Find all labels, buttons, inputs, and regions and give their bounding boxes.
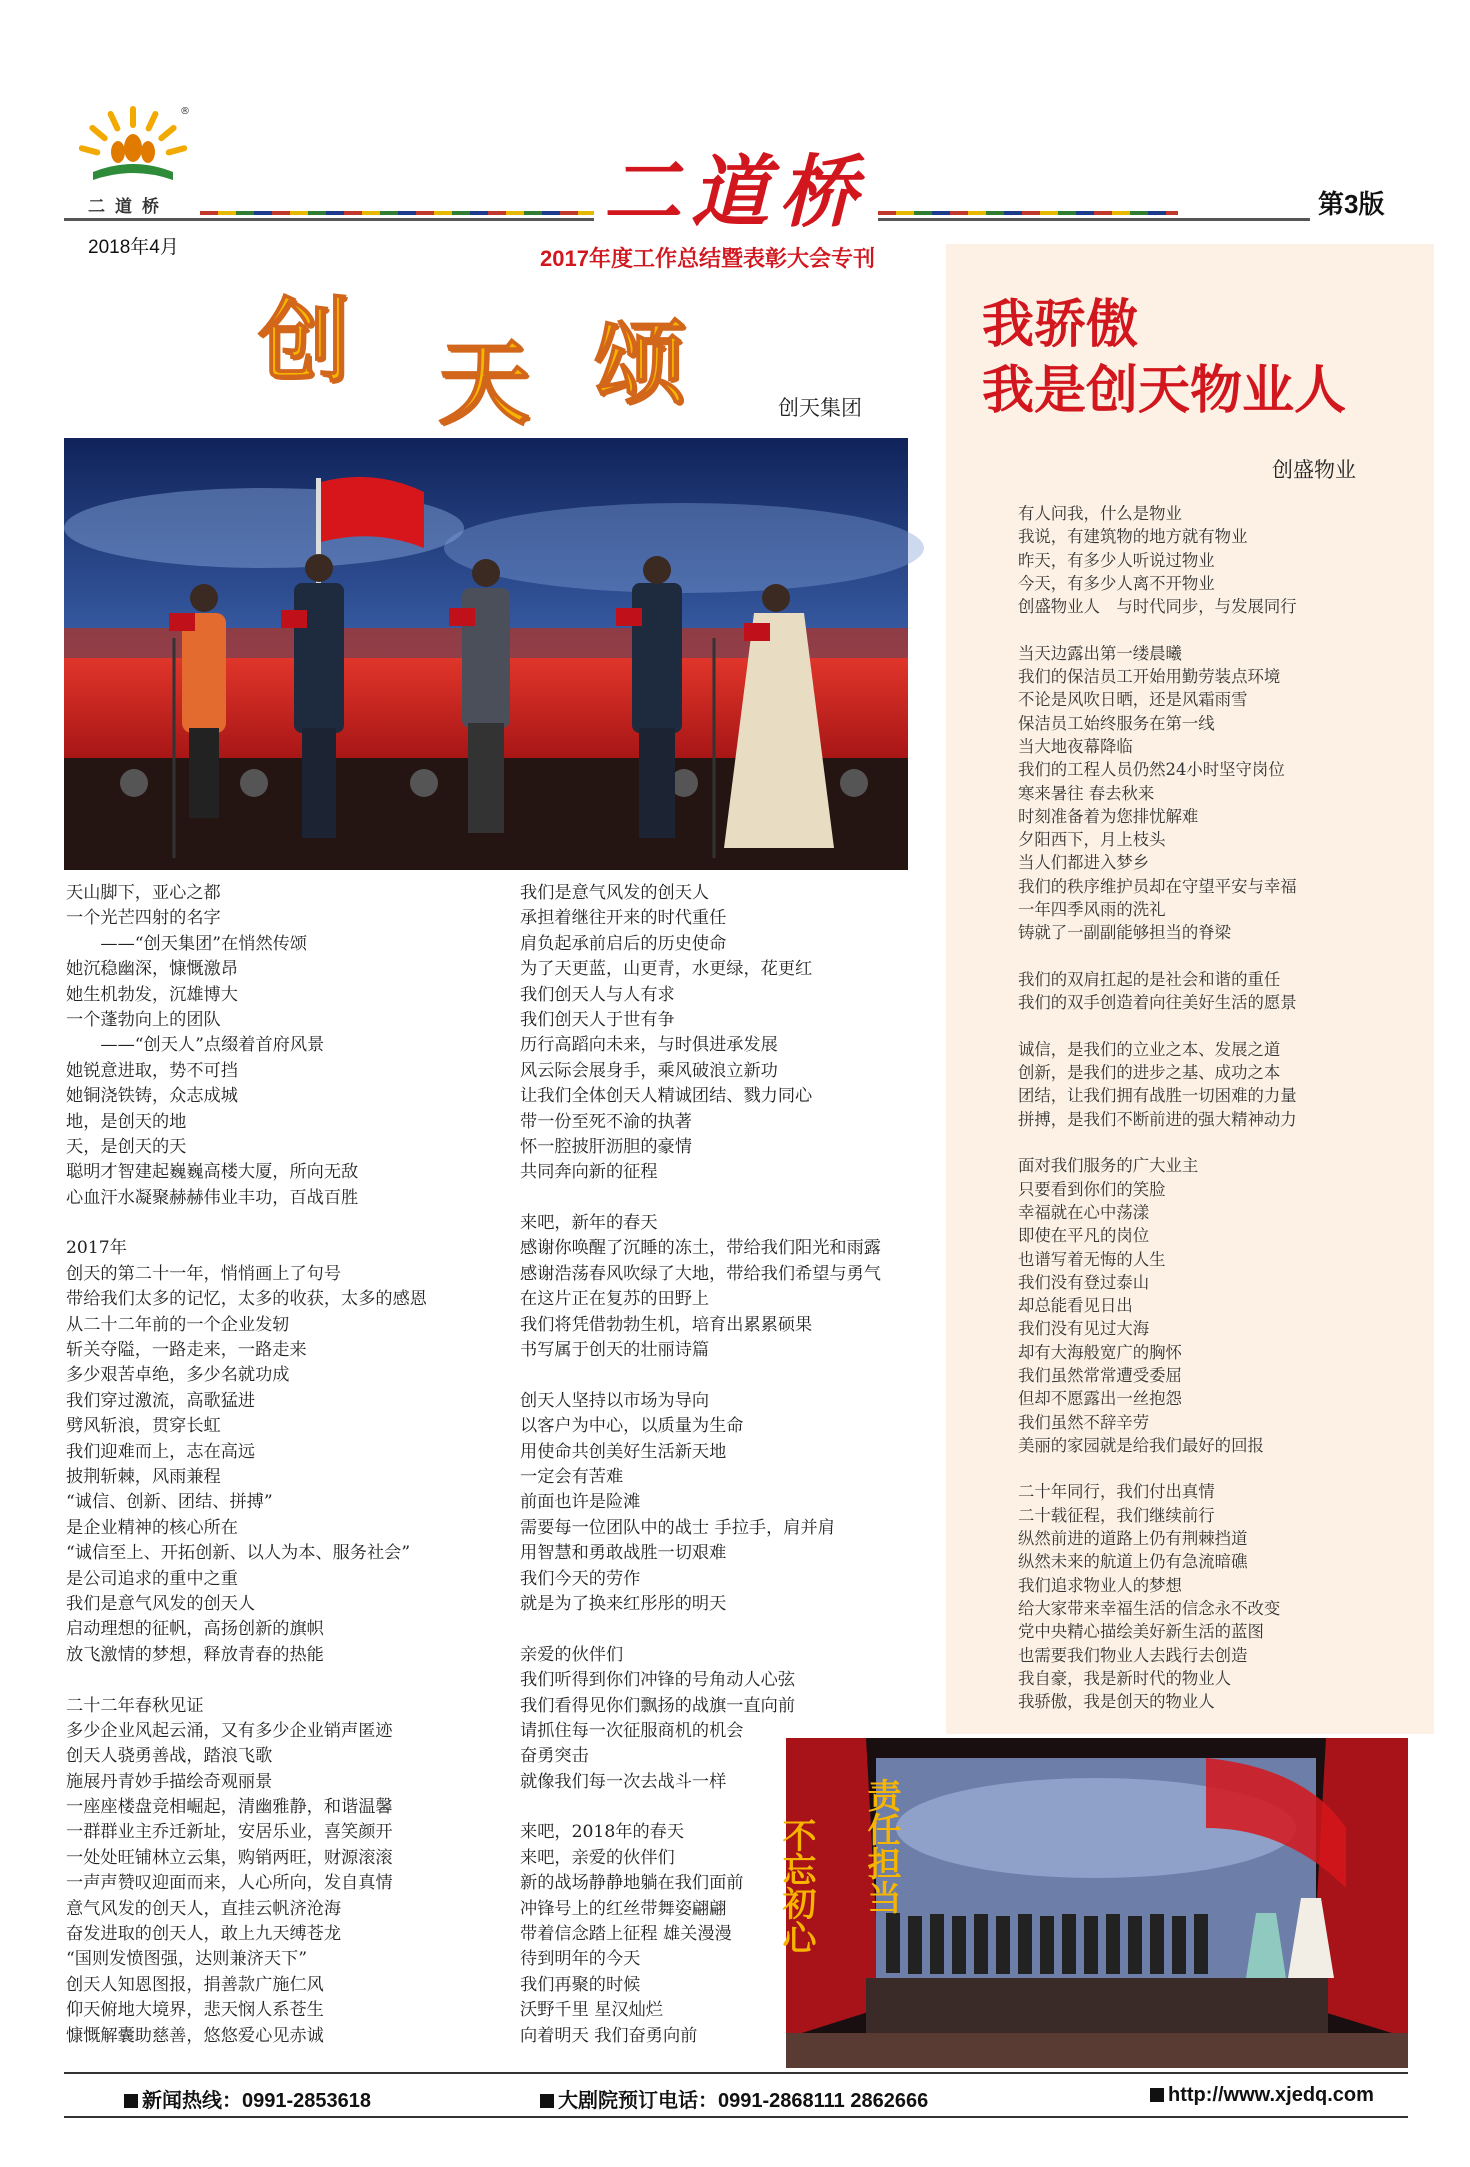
poem-line: 我们创天人与人有求 xyxy=(520,984,675,1005)
poem-line: 我们看得见你们飘扬的战旗一直向前 xyxy=(520,1695,796,1716)
poem-line: 在这片正在复苏的田野上 xyxy=(520,1289,710,1310)
poem-line: 一处处旺铺林立云集，购销两旺，财源滚滚 xyxy=(66,1847,393,1868)
poem-line: 一座座楼盘竞相崛起，清幽雅静，和谐温馨 xyxy=(66,1797,393,1818)
poem-line: 来吧，亲爱的伙伴们 xyxy=(520,1847,675,1868)
poem-line: 二十年同行，我们付出真情 xyxy=(1018,1482,1215,1502)
poem-line: 来吧，2018年的春天 xyxy=(520,1822,685,1843)
poem-line: 新的战场静静地躺在我们面前 xyxy=(520,1873,744,1894)
poem-line: 我自豪，我是新时代的物业人 xyxy=(1018,1668,1232,1688)
poem-line: 团结，让我们拥有战胜一切困难的力量 xyxy=(1018,1086,1297,1106)
poem-line: 用智慧和勇敢战胜一切艰难 xyxy=(520,1543,727,1564)
poem-line: 启动理想的征帆，高扬创新的旗帜 xyxy=(66,1619,324,1640)
poem-line: 但却不愿露出一丝抱怨 xyxy=(1018,1389,1182,1409)
sun-logo-icon xyxy=(68,100,198,200)
poem-line: 二十二年春秋见证 xyxy=(66,1695,204,1716)
stage-photo-1 xyxy=(64,438,908,870)
poem-line: 就是为了换来红彤彤的明天 xyxy=(520,1593,727,1614)
poem-line: 我们追求物业人的梦想 xyxy=(1018,1575,1182,1595)
poem-line: 我们将凭借勃勃生机，培育出累累硕果 xyxy=(520,1314,813,1335)
poem-line: 我们是意气风发的创天人 xyxy=(520,883,710,903)
poem-line: 我们没有登过泰山 xyxy=(1018,1272,1150,1292)
poem-line: 面对我们服务的广大业主 xyxy=(1018,1156,1199,1176)
poem-line: 诚信，是我们的立业之本、发展之道 xyxy=(1018,1039,1281,1059)
title-char-1: 创 xyxy=(258,287,351,395)
poem-line: 2017年 xyxy=(66,1238,127,1259)
poem-line: 意气风发的创天人，直挂云帆济沧海 xyxy=(66,1898,342,1919)
poem-line: 当人们都进入梦乡 xyxy=(1018,853,1150,873)
header-rule-left xyxy=(64,218,594,221)
title-char-3: 颂 xyxy=(594,309,687,417)
poem-line: 以客户为中心，以质量为生命 xyxy=(520,1416,744,1437)
poem-line: 多少艰苦卓绝，多少名就功成 xyxy=(66,1365,290,1386)
poem-line: 来吧，新年的春天 xyxy=(520,1213,658,1234)
poem-line: 时刻准备着为您排忧解难 xyxy=(1018,806,1199,826)
poem-line: 二十载征程，我们继续前行 xyxy=(1018,1505,1215,1525)
poem-line: “诚信至上、开拓创新、以人为本、服务社会” xyxy=(66,1543,411,1564)
poem-line: 她铜浇铁铸，众志成城 xyxy=(66,1086,238,1107)
poem-line: 创天的第二十一年，悄悄画上了句号 xyxy=(66,1263,342,1284)
poem-line: 即使在平凡的岗位 xyxy=(1018,1226,1150,1246)
poem-line: 我说，有建筑物的地方就有物业 xyxy=(1018,527,1248,547)
poem-line: 也需要我们物业人去践行去创造 xyxy=(1018,1645,1248,1665)
poem-line: 向着明天 我们奋勇向前 xyxy=(520,2025,698,2046)
poem-line: 放飞激情的梦想，释放青春的热能 xyxy=(66,1644,324,1665)
poem-line: 夕阳西下，月上枝头 xyxy=(1018,830,1166,850)
poem-line: 让我们全体创天人精诚团结、戮力同心 xyxy=(520,1086,813,1107)
poem-line: 不论是风吹日晒，还是风霜雨雪 xyxy=(1018,690,1248,710)
poem-line: 风云际会展身手，乘风破浪立新功 xyxy=(520,1060,778,1081)
poem-line: 带一份至死不渝的执著 xyxy=(520,1111,692,1132)
poem-line: 却有大海般宽广的胸怀 xyxy=(1018,1342,1182,1362)
poem-line: 承担着继往开来的时代重任 xyxy=(520,908,727,929)
poem-line: 施展丹青妙手描绘奇观丽景 xyxy=(66,1771,273,1792)
poem-line: 我们创天人于世有争 xyxy=(520,1009,675,1030)
poem-line xyxy=(66,1211,496,1236)
special-edition-title: 2017年度工作总结暨表彰大会专刊 xyxy=(540,246,875,271)
poem-line: 书写属于创天的壮丽诗篇 xyxy=(520,1340,710,1361)
poem-line xyxy=(520,1186,950,1211)
poem-line: 感谢你唤醒了沉睡的冻土，带给我们阳光和雨露 xyxy=(520,1238,881,1259)
poem-line: 我们虽然常常遭受委屈 xyxy=(1018,1365,1182,1385)
header-stripe-right xyxy=(878,211,1178,215)
poem-line: 美丽的家园就是给我们最好的回报 xyxy=(1018,1435,1264,1455)
footer-theater-booking: 大剧院预订电话：0991-2868111 2862666 xyxy=(540,2084,928,2113)
poem-line: ——“创天集团”在悄然传颂 xyxy=(66,933,308,954)
poem-line xyxy=(66,1668,496,1693)
banner-text-right: 责任担当 xyxy=(861,1778,901,1914)
right-article-title xyxy=(982,292,1346,424)
poem-line: 天山脚下，亚心之都 xyxy=(66,883,221,903)
poem-line: 我们虽然不辞辛劳 xyxy=(1018,1412,1150,1432)
poem-line: 党中央精心描绘美好新生活的蓝图 xyxy=(1018,1622,1264,1642)
poem-line: 我们的工程人员仍然24小时坚守岗位 xyxy=(1018,760,1285,780)
right-title-line-2: 我是创天物业人 xyxy=(982,361,1347,421)
footer-rule-bottom xyxy=(64,2116,1408,2118)
header-stripe-left xyxy=(200,211,594,215)
poem-line: 沃野千里 星汉灿烂 xyxy=(520,2000,663,2021)
poem-line: 需要每一位团队中的战士 手拉手，肩并肩 xyxy=(520,1517,835,1538)
poem-line: 为了天更蓝，山更青，水更绿，花更红 xyxy=(520,959,813,980)
banner-text-left: 不忘初心 xyxy=(776,1818,816,1954)
poem-line: 仰天俯地大境界，悲天悯人系苍生 xyxy=(66,2000,324,2021)
poem-line: 前面也许是险滩 xyxy=(520,1492,641,1513)
poem-line: 创盛物业人 与时代同步，与发展同行 xyxy=(1018,597,1297,617)
poem-line: 我们没有见过大海 xyxy=(1018,1319,1150,1339)
logo-text: 二道桥 xyxy=(88,197,169,217)
left-article-author: 创天集团 xyxy=(778,397,862,420)
poem-line: 共同奔向新的征程 xyxy=(520,1162,658,1183)
poem-line: 创天人知恩图报，捐善款广施仁风 xyxy=(66,1974,324,1995)
poem-line: 我们迎难而上，志在高远 xyxy=(66,1441,256,1462)
poem-line: 是企业精神的核心所在 xyxy=(66,1517,238,1538)
poem-line: 用使命共创美好生活新天地 xyxy=(520,1441,727,1462)
poem-line: 奋发进取的创天人，敢上九天缚苍龙 xyxy=(66,1924,342,1945)
poem-line: 带给我们太多的记忆，太多的收获，太多的感恩 xyxy=(66,1289,427,1310)
poem-line: 我们是意气风发的创天人 xyxy=(66,1593,256,1614)
poem-line: 当大地夜幕降临 xyxy=(1018,736,1133,756)
poem-line: 肩负起承前启后的历史使命 xyxy=(520,933,727,954)
poem-line: 她沉稳幽深，慷慨激昂 xyxy=(66,959,238,980)
footer-rule-top xyxy=(64,2072,1408,2074)
poem-line: 聪明才智建起巍巍高楼大厦，所向无敌 xyxy=(66,1162,359,1183)
poem-line: “诚信、创新、团结、拼搏” xyxy=(66,1492,273,1513)
poem-line: 纵然未来的航道上仍有急流暗礁 xyxy=(1018,1552,1248,1572)
poem-line: 却总能看见日出 xyxy=(1018,1296,1133,1316)
poem-line: 她锐意进取，势不可挡 xyxy=(66,1060,238,1081)
poem-line: 当天边露出第一缕晨曦 xyxy=(1018,643,1182,663)
poem-line: 带着信念踏上征程 雄关漫漫 xyxy=(520,1924,732,1945)
poem-line: 地，是创天的地 xyxy=(66,1111,187,1132)
poem-line xyxy=(1018,945,1297,968)
poem-line: 我们穿过激流，高歌猛进 xyxy=(66,1390,256,1411)
header-rule-right xyxy=(878,218,1310,221)
issue-number: 第3版 xyxy=(1318,189,1385,219)
poem-line xyxy=(1018,618,1297,641)
poem-line: 就像我们每一次去战斗一样 xyxy=(520,1771,727,1792)
poem-line: 历行高蹈向未来，与时俱进承发展 xyxy=(520,1035,778,1056)
poem-line: 我们听得到你们冲锋的号角动人心弦 xyxy=(520,1670,796,1691)
poem-line: 创新，是我们的进步之基、成功之本 xyxy=(1018,1063,1281,1083)
poem-line: 拼搏，是我们不断前进的强大精神动力 xyxy=(1018,1109,1297,1129)
poem-line: 我们的双肩扛起的是社会和谐的重任 xyxy=(1018,969,1281,989)
poem-line: 铸就了一副副能够担当的脊梁 xyxy=(1018,923,1232,943)
poem-line: 只要看到你们的笑脸 xyxy=(1018,1179,1166,1199)
poem-column-1 xyxy=(66,881,496,2049)
svg-text:®: ® xyxy=(180,106,190,117)
poem-line: 亲爱的伙伴们 xyxy=(520,1644,624,1665)
title-char-2: 天 xyxy=(438,329,531,437)
poem-line xyxy=(520,1617,950,1642)
poem-line: 是公司追求的重中之重 xyxy=(66,1568,238,1589)
poem-line: 奋勇突击 xyxy=(520,1746,589,1767)
poem-line xyxy=(1018,1015,1297,1038)
poem-line xyxy=(1018,1457,1297,1480)
poem-line: 创天人骁勇善战，踏浪飞歌 xyxy=(66,1746,273,1767)
poem-line: 感谢浩荡春风吹绿了大地，带给我们希望与勇气 xyxy=(520,1263,881,1284)
poem-line: 我们的双手创造着向往美好生活的愿景 xyxy=(1018,993,1297,1013)
footer-news-hotline: 新闻热线：0991-2853618 xyxy=(124,2084,371,2113)
stage-photo-2 xyxy=(776,1738,1408,2068)
right-article-author: 创盛物业 xyxy=(1272,459,1356,482)
poem-line: 我们的保洁员工开始用勤劳装点环境 xyxy=(1018,667,1281,687)
poem-line: 幸福就在心中荡漾 xyxy=(1018,1202,1150,1222)
poem-line: 慷慨解囊助慈善，悠悠爱心见赤诚 xyxy=(66,2025,324,2046)
poem-line: 创天人坚持以市场为导向 xyxy=(520,1390,710,1411)
right-title-line-1: 我骄傲 xyxy=(982,295,1139,355)
poem-line: 也谱写着无悔的人生 xyxy=(1018,1249,1166,1269)
poem-line: “国则发愤图强，达则兼济天下” xyxy=(66,1949,308,1970)
poem-line xyxy=(1018,1131,1297,1154)
issue-date: 2018年4月 xyxy=(88,237,179,258)
poem-line: 披荆斩棘，风雨兼程 xyxy=(66,1466,221,1487)
poem-line: 请抓住每一次征服商机的机会 xyxy=(520,1720,744,1741)
poem-line: 保洁员工始终服务在第一线 xyxy=(1018,713,1215,733)
poem-line: 纵然前进的道路上仍有荆棘挡道 xyxy=(1018,1529,1248,1549)
poem-line: 给大家带来幸福生活的信念永不改变 xyxy=(1018,1598,1281,1618)
poem-line: ——“创天人”点缀着首府风景 xyxy=(66,1035,325,1056)
poem-line: 天，是创天的天 xyxy=(66,1136,187,1157)
masthead: 二道桥 xyxy=(602,147,867,238)
poem-line: 有人问我，什么是物业 xyxy=(1018,504,1182,523)
poem-line: 一声声赞叹迎面而来，人心所向，发自真情 xyxy=(66,1873,393,1894)
poem-line: 我们的秩序维护员却在守望平安与幸福 xyxy=(1018,876,1297,896)
right-poem-column xyxy=(1018,502,1297,1713)
poem-line: 多少企业风起云涌，又有多少企业销声匿迹 xyxy=(66,1720,393,1741)
poem-line: 一个蓬勃向上的团队 xyxy=(66,1009,221,1030)
poem-line: 一年四季风雨的洗礼 xyxy=(1018,900,1166,920)
poem-line: 从二十二年前的一个企业发轫 xyxy=(66,1314,290,1335)
poem-line: 一个光芒四射的名字 xyxy=(66,908,221,929)
poem-line: 我们今天的劳作 xyxy=(520,1568,641,1589)
poem-line: 怀一腔披肝沥胆的豪情 xyxy=(520,1136,692,1157)
poem-line: 我们再聚的时候 xyxy=(520,1974,641,1995)
poem-line: 心血汗水凝聚赫赫伟业丰功，百战百胜 xyxy=(66,1187,359,1208)
poem-line: 一群群业主乔迁新址，安居乐业，喜笑颜开 xyxy=(66,1822,393,1843)
poem-line: 待到明年的今天 xyxy=(520,1949,641,1970)
footer-website-link[interactable]: http://www.xjedq.com xyxy=(1150,2084,1374,2107)
poem-line: 劈风斩浪，贯穿长虹 xyxy=(66,1416,221,1437)
poem-line: 寒来暑往 春去秋来 xyxy=(1018,783,1155,803)
poem-line: 昨天，有多少人听说过物业 xyxy=(1018,550,1215,570)
poem-line: 我骄傲，我是创天的物业人 xyxy=(1018,1692,1215,1712)
poem-line xyxy=(520,1363,950,1388)
poem-line: 冲锋号上的红丝带舞姿翩翩 xyxy=(520,1898,727,1919)
poem-line: 今天，有多少人离不开物业 xyxy=(1018,573,1215,593)
poem-line: 她生机勃发，沉雄博大 xyxy=(66,984,238,1005)
poem-line: 斩关夺隘，一路走来，一路走来 xyxy=(66,1340,307,1361)
poem-line: 一定会有苦难 xyxy=(520,1466,624,1487)
